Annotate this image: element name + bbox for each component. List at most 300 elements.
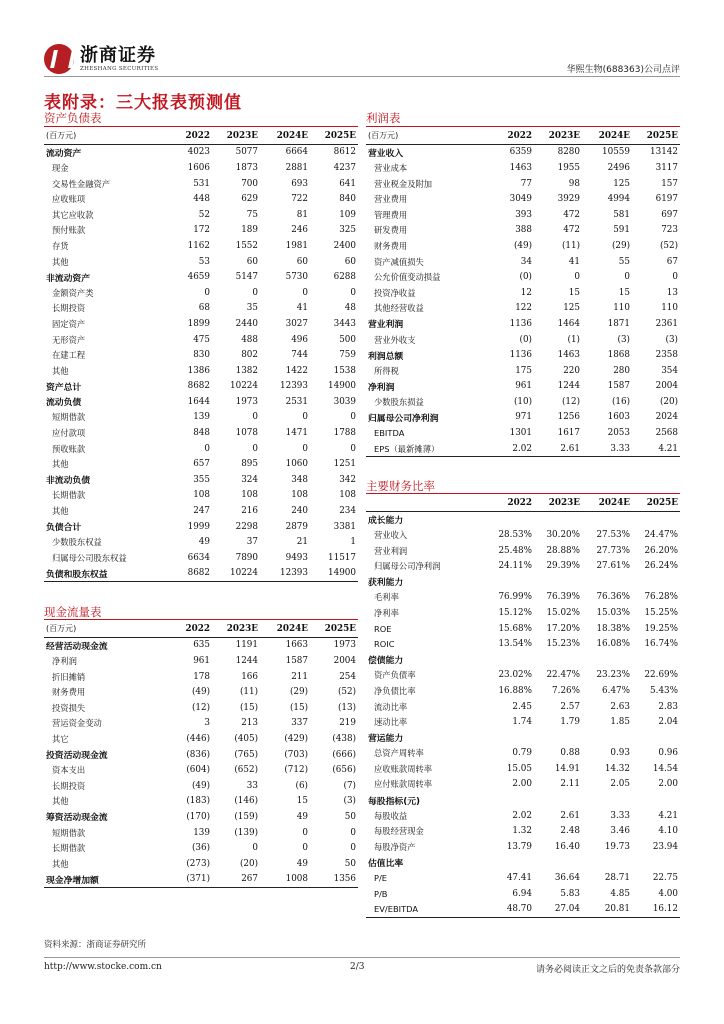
- table-row: [44, 825, 358, 841]
- page-number: 2/3: [350, 962, 365, 972]
- cell-value: (15): [289, 702, 308, 713]
- table-row: [366, 254, 680, 270]
- cell-value: (36): [191, 843, 210, 854]
- cell-value: (3): [343, 796, 356, 807]
- table-row: [366, 363, 680, 379]
- year-header: 2022: [162, 621, 212, 637]
- cell-value: 49: [198, 537, 210, 548]
- cell-value: 1606: [187, 162, 210, 173]
- cell-value: 26.24%: [644, 561, 678, 572]
- cell-value: 2.00: [512, 779, 532, 790]
- cell-value: (273): [186, 858, 210, 869]
- cell-value: 22.75: [652, 873, 678, 884]
- cell-value: 2879: [285, 521, 308, 532]
- row-label: 估值比率: [368, 858, 404, 869]
- cell-value: 7890: [235, 552, 258, 563]
- cell-value: (666): [332, 749, 356, 760]
- cell-value: 125: [613, 178, 630, 189]
- table-row: [44, 794, 358, 810]
- table-row: [366, 347, 680, 363]
- cell-value: 3039: [333, 396, 356, 407]
- cell-value: 1663: [285, 640, 308, 651]
- cell-value: 1.85: [610, 717, 630, 728]
- cell-value: (11): [561, 240, 580, 251]
- cell-value: 591: [613, 225, 630, 236]
- cell-value: 220: [563, 365, 580, 376]
- cell-value: 3117: [655, 162, 678, 173]
- cell-value: 0: [302, 827, 308, 838]
- cell-value: 0: [302, 843, 308, 854]
- cell-value: 22.69%: [644, 670, 678, 681]
- row-label: 利润总额: [368, 351, 404, 362]
- row-label: 营业费用: [374, 194, 408, 205]
- table-row: [44, 254, 358, 270]
- cell-value: 348: [291, 474, 308, 485]
- cell-value: 337: [291, 718, 308, 729]
- cell-value: (183): [186, 796, 210, 807]
- cell-value: 81: [296, 209, 308, 220]
- cell-value: 2.05: [610, 779, 630, 790]
- row-label: 资产负债率: [374, 670, 416, 681]
- table-header-row: [366, 128, 680, 144]
- cell-value: 0: [350, 287, 356, 298]
- cash-flow-table: [44, 621, 358, 888]
- cell-value: 37: [246, 537, 258, 548]
- cell-value: 693: [291, 178, 308, 189]
- cell-value: (703): [284, 749, 308, 760]
- cell-value: 24.11%: [498, 561, 532, 572]
- cell-value: 47.41: [506, 873, 532, 884]
- cell-value: 4.21: [658, 810, 678, 821]
- row-label: P/E: [374, 873, 388, 884]
- cell-value: 2.61: [534, 441, 582, 457]
- cell-value: [534, 730, 582, 746]
- cell-value: 6359: [509, 147, 532, 158]
- cell-value: 6.47%: [602, 685, 630, 696]
- cell-value: (29): [289, 687, 308, 698]
- row-label: 研发费用: [374, 225, 408, 236]
- cell-value: (49): [513, 240, 532, 251]
- cell-value: 3929: [557, 194, 580, 205]
- table-row: [44, 410, 358, 426]
- cell-value: (20): [239, 858, 258, 869]
- cell-value: (12): [561, 396, 580, 407]
- row-label: 财务费用: [52, 687, 86, 698]
- cell-value: 108: [291, 490, 308, 501]
- row-label: 筹资活动现金流: [46, 813, 108, 824]
- cell-value: 21: [296, 537, 308, 548]
- cell-value: 2.02: [512, 810, 532, 821]
- table-row: [366, 901, 680, 917]
- cell-value: 1301: [509, 428, 532, 439]
- cell-value: 55: [618, 256, 630, 267]
- header-divider: [44, 76, 680, 77]
- cell-value: 6634: [187, 552, 210, 563]
- table-row: [366, 574, 680, 590]
- cell-value: [534, 855, 582, 871]
- table-row: [366, 394, 680, 410]
- cell-value: 2.00: [658, 779, 678, 790]
- cell-value: 500: [339, 334, 356, 345]
- row-label: 负债和股东权益: [44, 566, 162, 582]
- cell-value: 0: [350, 443, 356, 454]
- year-header: 2024E: [260, 621, 310, 637]
- cell-value: (405): [234, 733, 258, 744]
- source-note: 资料来源：浙商证券研究所: [44, 940, 147, 950]
- cell-value: 48.70: [484, 901, 534, 917]
- cell-value: 1999: [187, 521, 210, 532]
- cell-value: (429): [284, 733, 308, 744]
- table-row: [44, 762, 358, 778]
- cell-value: 2.61: [560, 810, 580, 821]
- cell-value: 52: [198, 209, 210, 220]
- table-row: [366, 441, 680, 457]
- cell-value: 234: [339, 506, 356, 517]
- cell-value: 36.64: [554, 873, 580, 884]
- table-row: [44, 472, 358, 488]
- row-label: 净负债比率: [374, 685, 416, 696]
- row-label: 其他经营收益: [374, 303, 424, 314]
- cell-value: 0.93: [610, 748, 630, 759]
- cell-value: 14900: [310, 566, 358, 582]
- cell-value: 2.57: [560, 701, 580, 712]
- cell-value: 1386: [187, 365, 210, 376]
- table-row: [366, 176, 680, 192]
- cell-value: 1.32: [512, 826, 532, 837]
- cell-value: 108: [241, 490, 258, 501]
- logo-icon: [44, 44, 74, 74]
- table-header-row: [44, 621, 358, 637]
- cell-value: [534, 792, 582, 808]
- cell-value: 16.74%: [644, 639, 678, 650]
- cell-value: 60: [344, 256, 356, 267]
- cell-value: (49): [191, 780, 210, 791]
- cell-value: (6): [295, 780, 308, 791]
- cell-value: 2.04: [658, 717, 678, 728]
- cell-value: [484, 652, 534, 668]
- cell-value: 1552: [235, 240, 258, 251]
- cell-value: [632, 574, 680, 590]
- cell-value: (15): [239, 702, 258, 713]
- year-header: 2025E: [310, 128, 358, 144]
- cell-value: [582, 855, 632, 871]
- table-row: [44, 456, 358, 472]
- row-label: 营业收入: [368, 148, 404, 159]
- footer-disclaimer: 请务必阅读正文之后的免责条款部分: [535, 965, 680, 975]
- cell-value: 10224: [212, 566, 260, 582]
- cell-value: 2024: [655, 412, 678, 423]
- cell-value: 1587: [285, 655, 308, 666]
- cell-value: 2298: [235, 521, 258, 532]
- row-label: 净利润: [368, 382, 395, 393]
- cell-value: 247: [193, 506, 210, 517]
- row-label: ROE: [374, 623, 392, 634]
- income-statement-table: [366, 128, 680, 457]
- table-row: [44, 534, 358, 550]
- cell-value: 2531: [285, 396, 308, 407]
- cell-value: (0): [519, 272, 532, 283]
- row-label: 长期投资: [52, 303, 86, 314]
- row-label: 预付账款: [52, 225, 86, 236]
- table-row: [44, 238, 358, 254]
- row-label: 其他: [52, 365, 69, 376]
- table-row: [366, 699, 680, 715]
- cell-value: 19.25%: [644, 623, 678, 634]
- row-label: 归属母公司净利润: [374, 561, 441, 572]
- table-row: [44, 653, 358, 669]
- cell-value: 28.88%: [546, 545, 580, 556]
- table-row: [366, 621, 680, 637]
- cell-value: 2.63: [610, 701, 630, 712]
- table-row: [366, 792, 680, 808]
- row-label: 流动资产: [46, 148, 82, 159]
- cell-value: 531: [193, 178, 210, 189]
- cell-value: 961: [193, 655, 210, 666]
- cell-value: 1603: [607, 412, 630, 423]
- cell-value: 1617: [557, 428, 580, 439]
- unit-header: (百万元): [44, 128, 162, 144]
- cell-value: 830: [193, 350, 210, 361]
- row-label: 毛利率: [374, 592, 399, 603]
- year-header: 2023E: [534, 495, 582, 511]
- cell-value: [582, 730, 632, 746]
- table-row: [366, 636, 680, 652]
- cell-value: [632, 855, 680, 871]
- cell-value: 1788: [333, 428, 356, 439]
- cell-value: 0: [204, 287, 210, 298]
- cell-value: 108: [193, 490, 210, 501]
- cell-value: 3049: [509, 194, 532, 205]
- cell-value: 60: [246, 256, 258, 267]
- cell-value: 4659: [187, 272, 210, 283]
- cell-value: 1244: [235, 655, 258, 666]
- cell-value: (765): [234, 749, 258, 760]
- row-label: 存货: [52, 240, 69, 251]
- row-label: 短期借款: [52, 412, 86, 423]
- cell-value: 189: [241, 225, 258, 236]
- page-title: 表附录：三大报表预测值: [44, 93, 242, 113]
- cell-value: [484, 574, 534, 590]
- cell-value: 641: [339, 178, 356, 189]
- cell-value: 15.12%: [498, 607, 532, 618]
- cell-value: 2053: [607, 428, 630, 439]
- table-row: [44, 269, 358, 285]
- cell-value: 895: [241, 459, 258, 470]
- cell-value: 0: [302, 443, 308, 454]
- cell-value: 27.61%: [596, 561, 630, 572]
- cell-value: 1251: [333, 459, 356, 470]
- row-label: 非流动负债: [46, 476, 90, 487]
- cell-value: 1.79: [560, 717, 580, 728]
- year-header: 2024E: [582, 495, 632, 511]
- table-row: [44, 684, 358, 700]
- cell-value: 5147: [235, 272, 258, 283]
- cell-value: 240: [291, 506, 308, 517]
- table-row: [44, 731, 358, 747]
- balance-sheet-table: [44, 128, 358, 582]
- cell-value: 1868: [607, 350, 630, 361]
- cell-value: 1244: [557, 381, 580, 392]
- cell-value: 4023: [187, 147, 210, 158]
- year-header: 2023E: [212, 128, 260, 144]
- cell-value: 1162: [187, 240, 210, 251]
- cash-flow-title: 现金流量表: [44, 605, 102, 619]
- cell-value: (52): [659, 240, 678, 251]
- year-header: 2022: [484, 128, 534, 144]
- year-header: 2022: [162, 128, 212, 144]
- row-label: 资本支出: [52, 765, 86, 776]
- row-label: 每股净资产: [374, 841, 416, 852]
- cell-value: 2361: [655, 318, 678, 329]
- row-label: 营业收入: [374, 529, 408, 540]
- footer-url[interactable]: http://www.stocke.com.cn: [44, 962, 162, 972]
- cell-value: (52): [337, 687, 356, 698]
- cell-value: [582, 652, 632, 668]
- cell-value: [582, 792, 632, 808]
- income-statement-rule: [366, 126, 680, 127]
- row-label: 资产减值损失: [374, 256, 424, 267]
- cell-value: 18.38%: [596, 623, 630, 634]
- cell-value: 1191: [235, 640, 258, 651]
- cell-value: [484, 511, 534, 527]
- cell-value: 3027: [285, 318, 308, 329]
- cell-value: 2440: [235, 318, 258, 329]
- table-row: [44, 425, 358, 441]
- cell-value: (3): [665, 334, 678, 345]
- row-label: 其它: [52, 733, 69, 744]
- table-row: [366, 590, 680, 606]
- row-label: 营业成本: [374, 162, 408, 173]
- cell-value: (3): [617, 334, 630, 345]
- table-row: [44, 144, 358, 160]
- cell-value: 324: [241, 474, 258, 485]
- table-row: [366, 668, 680, 684]
- logo-name-cn: 浙商证券: [80, 45, 156, 66]
- cell-value: 219: [339, 718, 356, 729]
- row-label: 其它应收款: [52, 209, 94, 220]
- cell-value: 6197: [655, 194, 678, 205]
- cell-value: 472: [563, 209, 580, 220]
- cell-value: 17.20%: [546, 623, 580, 634]
- cell-value: (438): [332, 733, 356, 744]
- cell-value: 759: [339, 350, 356, 361]
- cell-value: 12: [520, 287, 532, 298]
- cell-value: 122: [515, 303, 532, 314]
- row-label: 每股收益: [374, 810, 408, 821]
- cell-value: 0.79: [512, 748, 532, 759]
- cell-value: 60: [296, 256, 308, 267]
- row-label: 折旧摊销: [52, 671, 86, 682]
- table-row: [366, 285, 680, 301]
- table-row: [366, 301, 680, 317]
- cell-value: 27.73%: [596, 545, 630, 556]
- row-label: 管理费用: [374, 209, 408, 220]
- cell-value: 723: [661, 225, 678, 236]
- cell-value: 76.36%: [596, 592, 630, 603]
- row-label: 净利润: [52, 655, 77, 666]
- row-label: EBITDA: [374, 428, 405, 439]
- cell-value: 802: [241, 350, 258, 361]
- cell-value: 581: [613, 209, 630, 220]
- cell-value: 1973: [235, 396, 258, 407]
- table-row: [366, 207, 680, 223]
- table-row: [366, 886, 680, 902]
- cell-value: [632, 730, 680, 746]
- table-row: [44, 223, 358, 239]
- cell-value: (7): [343, 780, 356, 791]
- cell-value: 10224: [230, 381, 258, 392]
- cell-value: (446): [186, 733, 210, 744]
- row-label: 成长能力: [368, 515, 404, 526]
- cell-value: (0): [519, 334, 532, 345]
- table-row: [44, 347, 358, 363]
- table-row: [366, 160, 680, 176]
- table-row: [366, 761, 680, 777]
- cell-value: (146): [234, 796, 258, 807]
- table-header-row: [44, 128, 358, 144]
- table-row: [44, 856, 358, 872]
- row-label: 应付账款周转率: [374, 779, 433, 790]
- cell-value: 108: [339, 490, 356, 501]
- cell-value: 27.04: [534, 901, 582, 917]
- cell-value: 2496: [607, 162, 630, 173]
- cell-value: [484, 855, 534, 871]
- row-label: 预收账款: [52, 443, 86, 454]
- table-row: [366, 652, 680, 668]
- cell-value: 2004: [655, 381, 678, 392]
- cell-value: 25.48%: [498, 545, 532, 556]
- table-row: [366, 269, 680, 285]
- row-label: 营运能力: [368, 734, 404, 745]
- cell-value: 1422: [285, 365, 308, 376]
- cell-value: 1644: [187, 396, 210, 407]
- unit-header: [366, 495, 484, 511]
- cell-value: 0.96: [658, 748, 678, 759]
- table-row: [44, 394, 358, 410]
- cell-value: (29): [611, 240, 630, 251]
- cell-value: 14900: [328, 381, 356, 392]
- table-row: [44, 840, 358, 856]
- cell-value: 23.94: [652, 841, 678, 852]
- cell-value: 744: [291, 350, 308, 361]
- row-label: P/B: [374, 888, 388, 899]
- cell-value: 76.39%: [546, 592, 580, 603]
- row-label: 流动比率: [374, 701, 408, 712]
- table-row: [366, 410, 680, 426]
- cell-value: 50: [344, 858, 356, 869]
- cell-value: 0: [624, 272, 630, 283]
- cell-value: 254: [339, 671, 356, 682]
- cell-value: 20.81: [582, 901, 632, 917]
- cell-value: 29.39%: [546, 561, 580, 572]
- row-label: EV/EBITDA: [366, 901, 484, 917]
- year-header: 2025E: [632, 495, 680, 511]
- cell-value: 16.12: [632, 901, 680, 917]
- cell-value: 1471: [285, 428, 308, 439]
- logo-name-en: ZHESHANG SECURITIES: [80, 66, 159, 72]
- company-logo: [44, 44, 158, 74]
- cell-value: 475: [193, 334, 210, 345]
- cell-value: 0: [350, 412, 356, 423]
- table-row: [44, 379, 358, 395]
- cell-value: 33: [246, 780, 258, 791]
- cell-value: 216: [241, 506, 258, 517]
- cell-value: 13.54%: [498, 639, 532, 650]
- table-row: [44, 716, 358, 732]
- cell-value: 16.40: [554, 841, 580, 852]
- cell-value: 4.00: [658, 888, 678, 899]
- cell-value: 213: [241, 718, 258, 729]
